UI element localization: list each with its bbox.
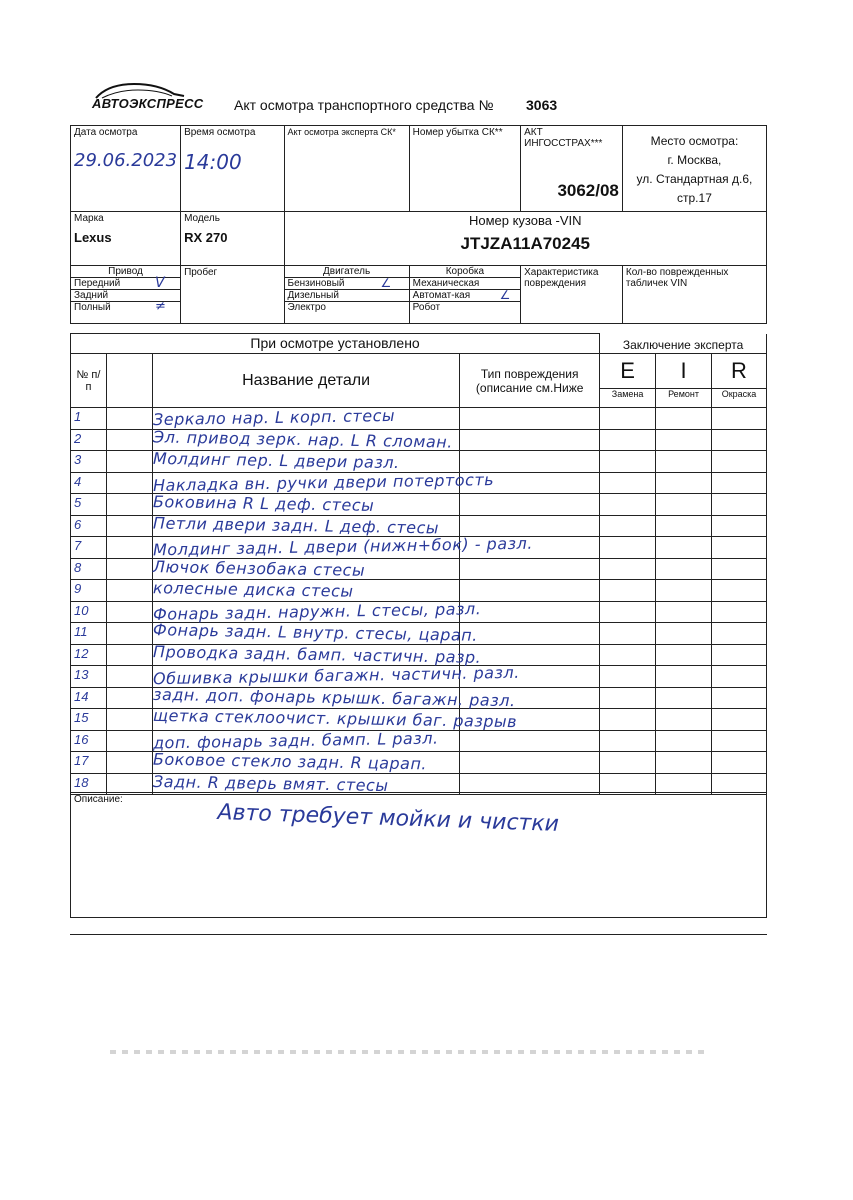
info-table <box>70 125 767 324</box>
row-text: Обшивка крышки багажн. частичн. разл. <box>152 662 520 689</box>
time-label: Время осмотра <box>184 127 256 138</box>
row-cell <box>600 429 656 451</box>
table-row <box>71 666 767 688</box>
table-row <box>71 623 767 645</box>
row-mark <box>106 448 400 473</box>
row-cell <box>712 429 767 451</box>
row-cell <box>600 472 656 494</box>
engine-label: Двигатель <box>285 266 409 278</box>
row-mark <box>106 705 518 732</box>
engine-electric <box>285 302 409 313</box>
row-mark <box>106 513 440 537</box>
ingos-value: 3062/08 <box>557 181 619 200</box>
loss-number-cell <box>409 126 520 212</box>
drive-front-mark: V <box>155 275 165 291</box>
row-cell <box>656 752 712 774</box>
model-value: RX 270 <box>184 230 228 245</box>
expert-act-label: Акт осмотра эксперта СК* <box>287 127 396 137</box>
table-row <box>71 515 767 537</box>
row-cell <box>460 730 600 752</box>
ingos-cell <box>521 126 623 212</box>
row-mark <box>106 749 428 774</box>
row-cell <box>656 472 712 494</box>
row-number: 9 <box>71 580 107 602</box>
table-row <box>71 558 767 580</box>
row-text: Петли двери задн. L деф. стесы <box>152 513 440 537</box>
model-cell <box>181 212 284 266</box>
gearbox-robot <box>410 302 520 313</box>
parts-table <box>70 333 767 795</box>
date-cell <box>71 126 181 212</box>
row-text: щетка стеклоочист. крышки баг. разрыв <box>152 705 518 732</box>
row-cell <box>656 429 712 451</box>
expert-act-cell <box>284 126 409 212</box>
drive-full-mark: ≠ <box>155 299 166 314</box>
drive-front <box>71 275 180 291</box>
row-number: 8 <box>71 558 107 580</box>
row-number: 12 <box>71 644 107 666</box>
make-value: Lexus <box>74 230 112 245</box>
row-text: Накладка вн. ручки двери потертость <box>152 469 495 495</box>
row-number: 6 <box>71 515 107 537</box>
model-label: Модель <box>184 213 220 224</box>
date-value: 29.06.2023 <box>74 150 178 171</box>
row-text: Лючок бензобака стесы <box>152 556 366 580</box>
row-cell <box>712 494 767 516</box>
row-cell <box>656 408 712 430</box>
mark-header <box>106 354 152 408</box>
row-text: Боковина R L деф. стесы <box>152 492 375 515</box>
table-row <box>71 730 767 752</box>
row-cell <box>656 537 712 559</box>
gearbox-label: Коробка <box>410 266 520 278</box>
row-cell <box>600 537 656 559</box>
row-cell <box>600 709 656 731</box>
row-text: Эл. привод зерк. нар. L R сломан. <box>152 426 453 452</box>
row-number: 11 <box>71 623 107 645</box>
row-mark <box>106 556 366 580</box>
row-cell <box>460 623 600 645</box>
vin-label: Номер кузова -VIN <box>468 213 582 228</box>
row-number: 4 <box>71 472 107 494</box>
row-cell <box>656 494 712 516</box>
place-cell <box>622 126 766 212</box>
row-cell <box>712 730 767 752</box>
row-text: Молдинг задн. L двери (нижн+бок) - разл. <box>152 533 533 560</box>
row-cell <box>460 494 600 516</box>
num-header: № п/п <box>71 354 107 408</box>
place-label: Место осмотра: <box>650 134 739 148</box>
row-number: 17 <box>71 752 107 774</box>
row-number: 10 <box>71 601 107 623</box>
row-mark <box>106 469 495 495</box>
vin-value: JTJZA11A70245 <box>460 234 590 253</box>
row-cell <box>712 451 767 473</box>
conclusion-title: Заключение эксперта <box>600 334 767 354</box>
row-cell <box>656 558 712 580</box>
row-cell <box>460 451 600 473</box>
row-text: Проводка задн. бамп. частичн. разр. <box>152 641 482 667</box>
table-row <box>71 601 767 623</box>
row-cell <box>600 687 656 709</box>
row-text: Боковое стекло задн. R царап. <box>152 749 428 774</box>
i-header <box>656 354 712 408</box>
row-cell <box>460 408 600 430</box>
drive-front-label: Передний <box>74 278 121 289</box>
paint-label: Окраска <box>712 388 766 399</box>
repair-label: Ремонт <box>656 388 711 399</box>
row-cell <box>460 752 600 774</box>
table-row <box>71 752 767 774</box>
row-cell <box>600 580 656 602</box>
drive-cell <box>71 266 181 324</box>
row-mark <box>106 662 520 689</box>
row-cell <box>460 429 600 451</box>
description-text: Авто требует мойки и чистки <box>217 800 560 837</box>
row-cell <box>600 752 656 774</box>
drive-rear-label: Задний <box>74 290 109 301</box>
row-mark <box>106 728 439 752</box>
replace-label: Замена <box>600 388 655 399</box>
engine-diesel <box>285 290 409 302</box>
row-cell <box>656 515 712 537</box>
row-cell <box>600 644 656 666</box>
time-value: 14:00 <box>184 150 242 174</box>
logo-text: АВТОЭКСПРЕСС <box>92 96 204 111</box>
row-text: задн. доп. фонарь крышк. багажн. разл. <box>152 684 516 710</box>
e-header <box>600 354 656 408</box>
table-row <box>71 494 767 516</box>
table-row <box>71 537 767 559</box>
make-cell <box>71 212 181 266</box>
row-cell <box>712 408 767 430</box>
row-cell <box>600 558 656 580</box>
row-number: 16 <box>71 730 107 752</box>
table-row <box>71 472 767 494</box>
row-cell <box>712 515 767 537</box>
place-line3: стр.17 <box>677 191 712 205</box>
row-cell <box>656 451 712 473</box>
row-cell <box>656 709 712 731</box>
place-line1: г. Москва, <box>667 153 722 167</box>
engine-petrol-mark: ∠ <box>380 276 392 290</box>
faint-footer-line <box>110 1050 710 1054</box>
row-cell <box>600 515 656 537</box>
engine-diesel-label: Дизельный <box>287 290 339 301</box>
row-cell <box>656 623 712 645</box>
engine-petrol-label: Бензиновый <box>287 278 345 289</box>
row-text: Задн. R дверь вмят. стесы <box>152 771 389 795</box>
damage-type-header: Тип повреждения (описание см.Ниже <box>460 354 600 408</box>
row-cell <box>600 666 656 688</box>
table-row <box>71 408 767 430</box>
parts-rows <box>71 405 767 795</box>
row-cell <box>656 687 712 709</box>
row-cell <box>712 666 767 688</box>
loss-number-label: Номер убытка СК** <box>412 127 503 138</box>
e-label: E <box>620 358 635 383</box>
gearbox-auto-label: Автомат-кая <box>412 290 471 301</box>
row-cell <box>712 687 767 709</box>
gearbox-auto-mark: ∠ <box>499 288 511 302</box>
row-cell <box>712 558 767 580</box>
row-cell <box>600 408 656 430</box>
r-label: R <box>731 358 747 383</box>
ingos-label: АКТ ИНГОССТРАХ*** <box>524 127 603 149</box>
row-mark <box>106 578 354 602</box>
mileage-cell <box>181 266 284 324</box>
row-cell <box>656 601 712 623</box>
engine-petrol <box>285 278 409 290</box>
vin-plates-label: Кол-во поврежденных табличек VIN <box>625 267 729 289</box>
row-cell <box>460 580 600 602</box>
row-number: 13 <box>71 666 107 688</box>
time-cell <box>181 126 284 212</box>
table-row <box>71 451 767 473</box>
row-cell <box>656 666 712 688</box>
row-cell <box>712 537 767 559</box>
row-cell <box>712 580 767 602</box>
gearbox-auto <box>410 290 520 302</box>
row-number: 3 <box>71 451 107 473</box>
row-cell <box>712 623 767 645</box>
row-mark <box>106 533 533 560</box>
row-cell <box>600 730 656 752</box>
row-cell <box>460 558 600 580</box>
engine-electric-label: Электро <box>287 302 326 313</box>
drive-full <box>71 299 180 314</box>
row-number: 2 <box>71 429 107 451</box>
row-cell <box>712 472 767 494</box>
document-title: Акт осмотра транспортного средства № <box>234 97 494 113</box>
section-title: При осмотре установлено <box>71 334 600 354</box>
date-label: Дата осмотра <box>74 127 138 138</box>
r-header <box>712 354 767 408</box>
divider-line <box>70 934 767 935</box>
make-label: Марка <box>74 213 104 224</box>
drive-full-label: Полный <box>74 302 111 313</box>
row-number: 15 <box>71 709 107 731</box>
row-mark <box>106 620 478 645</box>
gearbox-robot-label: Робот <box>412 302 441 313</box>
vin-cell <box>284 212 766 266</box>
row-text: Фонарь задн. L внутр. стесы, царап. <box>152 620 478 645</box>
row-text: Зеркало нар. L корп. стесы <box>152 405 396 430</box>
description-label: Описание: <box>74 794 123 805</box>
row-mark <box>106 684 516 710</box>
table-row <box>71 644 767 666</box>
row-mark <box>106 598 482 624</box>
row-number: 18 <box>71 773 107 795</box>
row-cell <box>712 752 767 774</box>
row-cell <box>656 730 712 752</box>
row-cell <box>712 644 767 666</box>
row-cell <box>712 601 767 623</box>
row-number: 14 <box>71 687 107 709</box>
vin-plates-cell <box>622 266 766 324</box>
row-cell <box>712 709 767 731</box>
table-row <box>71 580 767 602</box>
row-cell <box>600 451 656 473</box>
mileage-label: Пробег <box>184 267 218 278</box>
row-text: колесные диска стесы <box>152 578 354 601</box>
engine-cell <box>284 266 409 324</box>
row-cell <box>656 644 712 666</box>
row-mark <box>106 641 482 667</box>
table-row <box>71 709 767 731</box>
row-text: Фонарь задн. наружн. L стесы, разл. <box>152 598 482 624</box>
part-header: Название детали <box>152 354 459 408</box>
gearbox-manual-label: Механическая <box>412 278 480 289</box>
table-row <box>71 429 767 451</box>
damage-char-label: Характеристика повреждения <box>524 267 599 289</box>
place-line2: ул. Стандартная д.6, <box>636 172 753 186</box>
row-cell <box>600 494 656 516</box>
gearbox-cell <box>409 266 520 324</box>
damage-char-cell <box>521 266 623 324</box>
drive-label: Привод <box>71 266 180 278</box>
row-text: Молдинг пер. L двери разл. <box>152 448 400 473</box>
row-number: 1 <box>71 408 107 430</box>
row-text: доп. фонарь задн. бамп. L разл. <box>152 728 439 752</box>
row-number: 5 <box>71 494 107 516</box>
row-cell <box>600 601 656 623</box>
row-number: 7 <box>71 537 107 559</box>
i-label: I <box>680 358 687 383</box>
document-number: 3063 <box>526 97 558 113</box>
row-mark <box>106 426 453 452</box>
row-mark <box>106 492 375 516</box>
row-cell <box>656 580 712 602</box>
row-cell <box>600 623 656 645</box>
row-mark <box>106 405 396 430</box>
